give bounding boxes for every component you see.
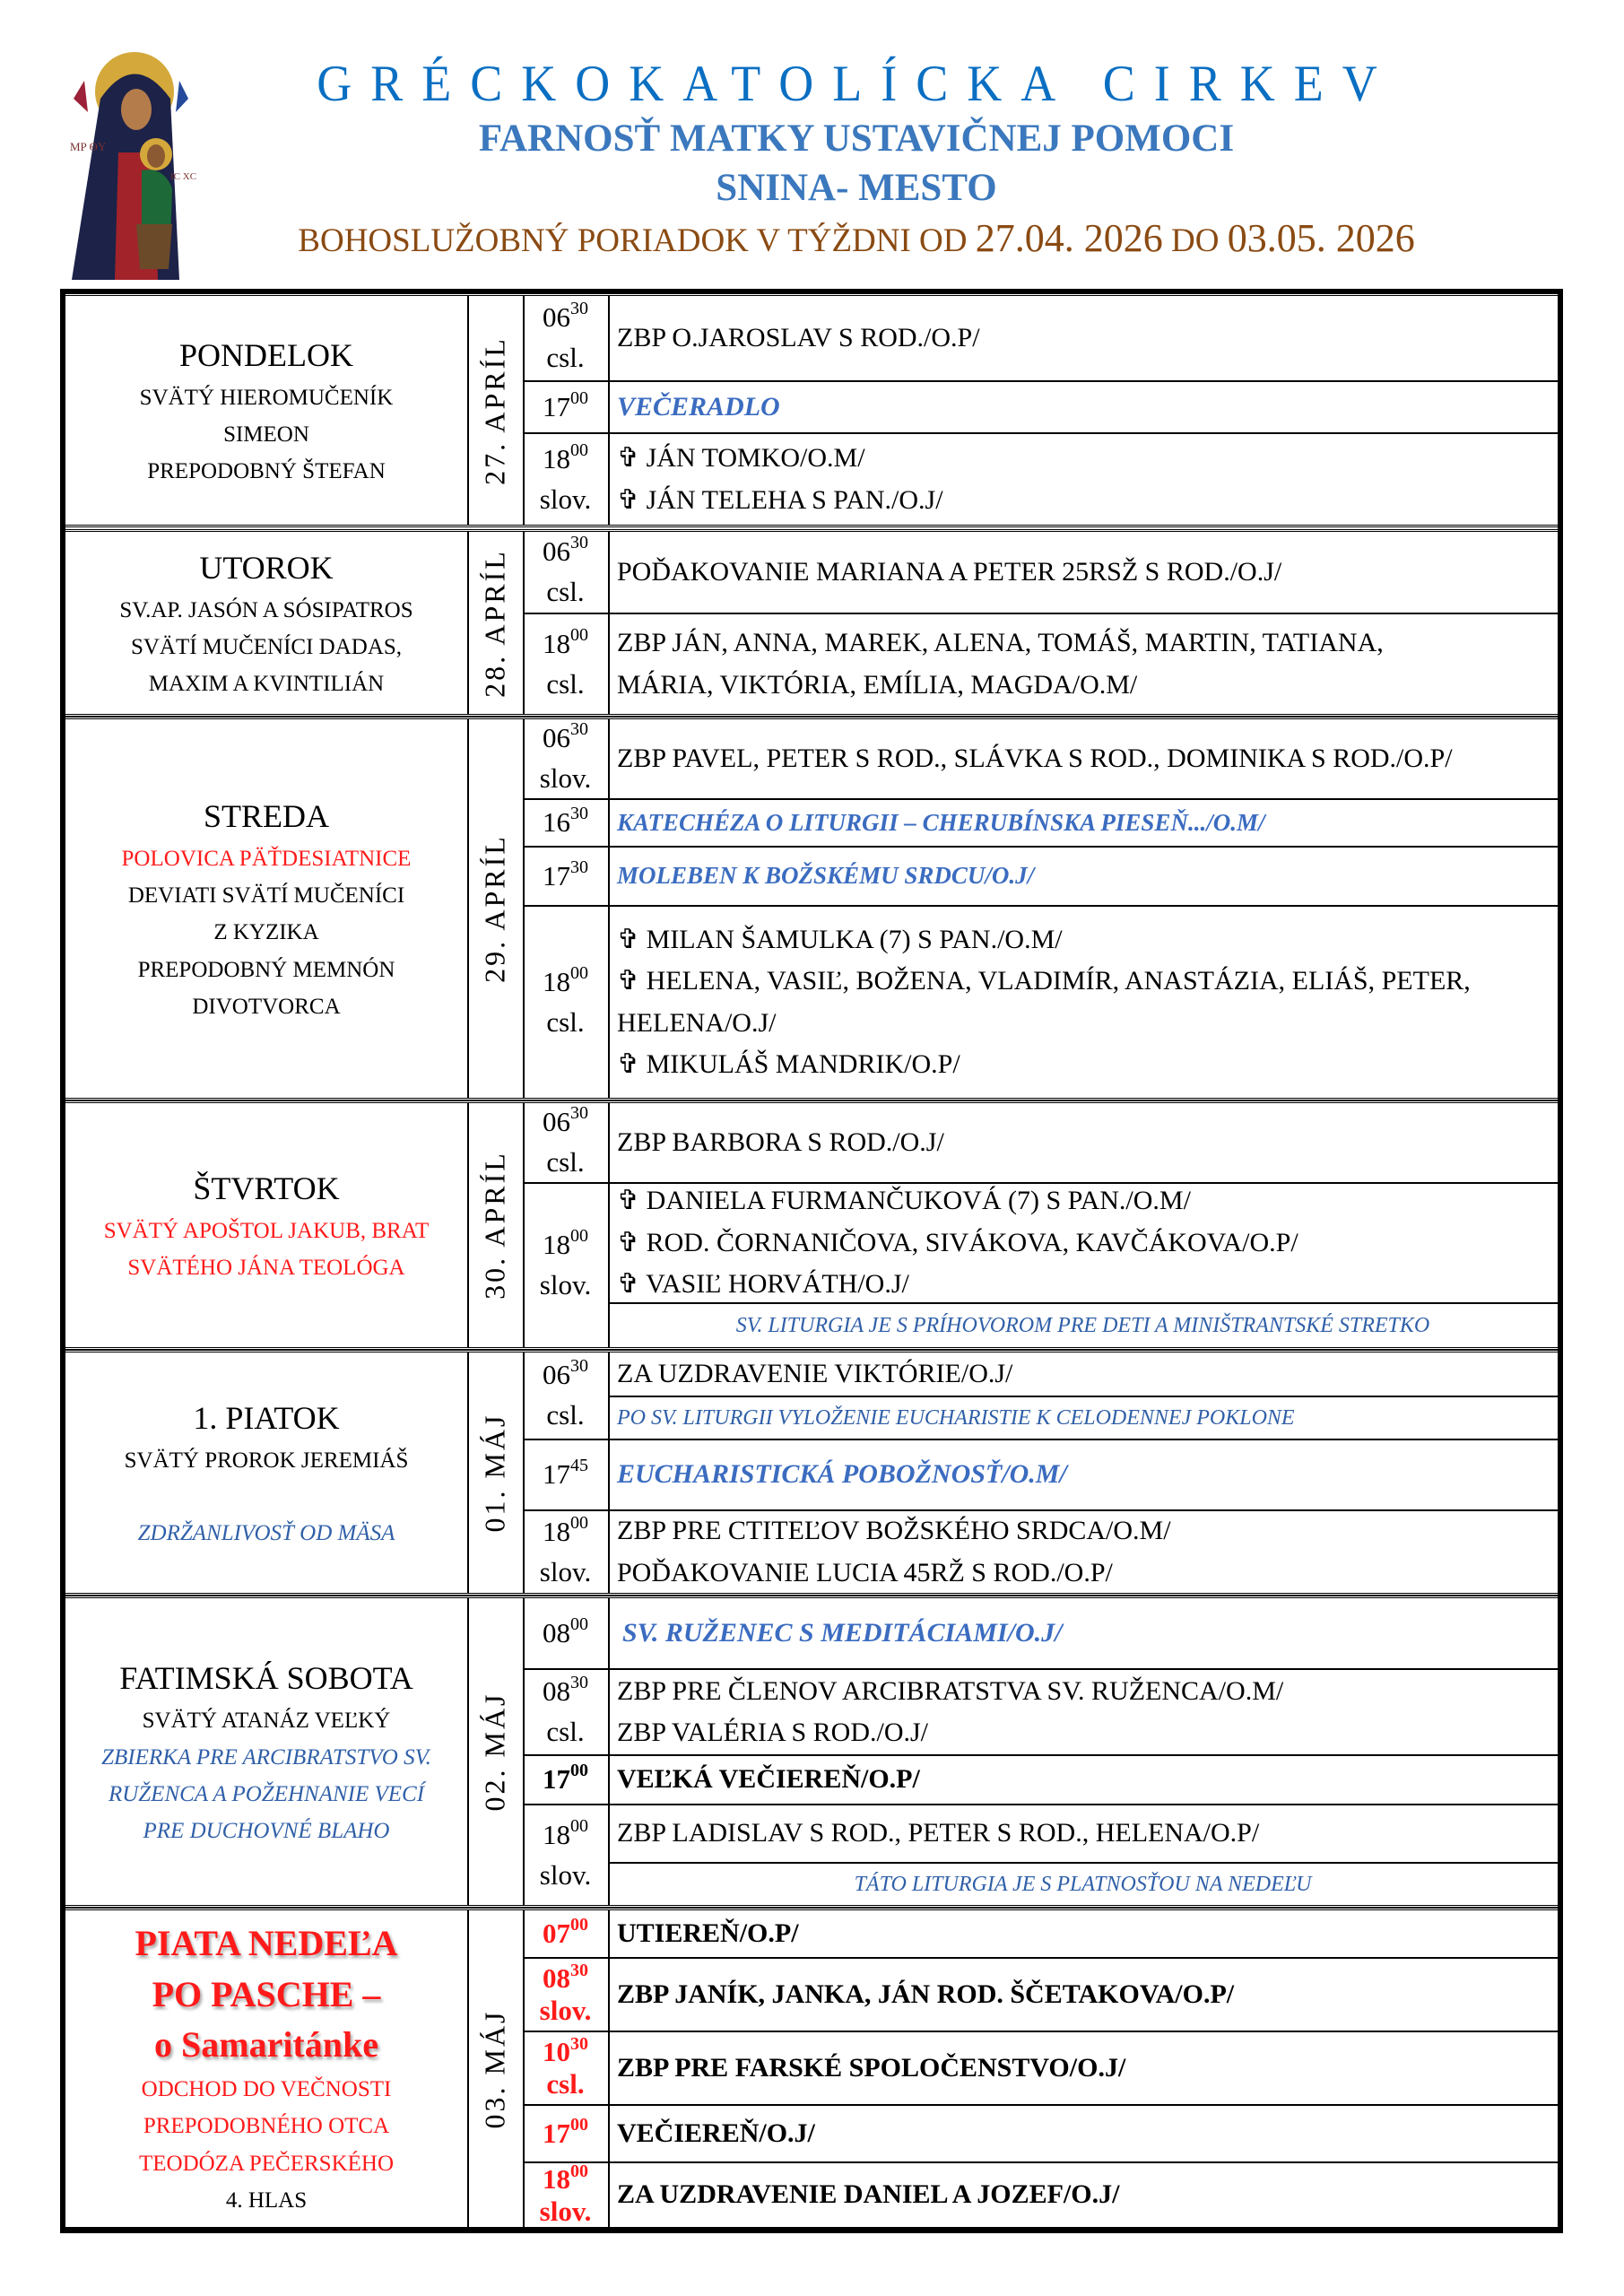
feast-line: SIMEON [223, 422, 309, 447]
date-label: 01. MÁJ [478, 1413, 511, 1533]
time-hour: 06 [543, 535, 570, 568]
time-minutes: 30 [570, 1356, 588, 1377]
service-lang: csl. [546, 1716, 585, 1747]
service-time [523, 296, 610, 380]
service-lang: slov. [539, 483, 592, 515]
time-minutes: 00 [570, 624, 588, 645]
feast-line: SVÄTÝ HIEROMUČENÍK [139, 385, 394, 410]
time-hour: 18 [543, 442, 570, 474]
day-block-thursday [65, 1100, 1558, 1350]
day-cell [65, 719, 469, 1098]
intention-line: ZBP PRE CTITEĽOV BOŽSKÉHO SRDCA/O.M/ [617, 1516, 1171, 1545]
service-intention [608, 1670, 1558, 1754]
service-row [523, 296, 1558, 382]
day-cell [65, 532, 469, 714]
time-minutes: 30 [570, 804, 588, 824]
date-label: 29. APRÍL [478, 834, 511, 983]
time-hour: 18 [543, 1229, 570, 1261]
time-minutes: 00 [570, 1914, 588, 1935]
time-hour: 16 [543, 806, 570, 839]
icon-image [65, 45, 199, 280]
service-row [523, 2106, 1558, 2163]
feast-line: SVÄTÍ MUČENÍCI DADAS, [130, 634, 403, 659]
service-row [523, 800, 1558, 848]
date-cell [467, 1910, 525, 2227]
sunday-title: PO PASCHE – [152, 1973, 381, 2014]
time-minutes: 30 [570, 2034, 588, 2055]
date-from: 27.04. 2026 [975, 216, 1163, 260]
intention-line: MÁRIA, VIKTÓRIA, EMÍLIA, MAGDA/O.M/ [617, 669, 1138, 700]
service-time [523, 614, 610, 714]
service-lang: slov. [539, 1858, 592, 1891]
date-cell [467, 719, 525, 1098]
time-minutes: 00 [570, 1512, 588, 1533]
service-intention [608, 2106, 1558, 2161]
service-time [523, 719, 610, 798]
church-title: GRÉCKOKATOLÍCKA CIRKEV [317, 55, 1396, 112]
intention-line: ZBP PRE FARSKÉ SPOLOČENSTVO/O.J/ [617, 2052, 1126, 2083]
service-note: TÁTO LITURGIA JE S PLATNOSŤOU NA NEDEĽU [608, 1862, 1558, 1905]
time-hour: 18 [543, 1818, 570, 1850]
service-row [523, 1805, 1558, 1905]
service-time [523, 800, 610, 846]
tone-label: 4. HLAS [225, 2187, 308, 2213]
feast-highlight: SVÄTÉHO JÁNA TEOLÓGA [127, 1256, 405, 1280]
day-cell [65, 1352, 469, 1593]
service-intention [608, 2032, 1558, 2104]
day-block-sunday [65, 1908, 1558, 2230]
time-minutes: 00 [570, 2114, 588, 2135]
day-name: STREDA [203, 797, 329, 834]
service-time [523, 434, 610, 525]
service-intention [608, 614, 1558, 714]
service-intention [608, 434, 1558, 525]
service-intention [608, 1910, 1558, 1957]
time-hour: 17 [543, 2117, 570, 2149]
time-hour: 17 [543, 390, 570, 422]
service-intention [608, 382, 1558, 432]
feast-note: RUŽENCA A POŽEHNANIE VECÍ [108, 1782, 425, 1806]
service-lang: csl. [546, 576, 585, 607]
day-name: 1. PIATOK [193, 1399, 340, 1436]
intention-line: VEČERADLO [617, 391, 780, 422]
feast-note: ZDRŽANLIVOSŤ OD MÄSA [137, 1521, 395, 1545]
sunday-title: o Samaritánke [154, 2024, 378, 2066]
date-label: 27. APRÍL [478, 335, 511, 485]
service-time [523, 1440, 610, 1509]
service-row [523, 2032, 1558, 2106]
service-lang: slov. [539, 1995, 592, 2026]
feast-highlight: TEODÓZA PEČERSKÉHO [138, 2151, 395, 2176]
service-intention [608, 296, 1558, 380]
time-minutes: 30 [570, 857, 588, 877]
sunday-title: PIATA NEDEĽA [135, 1922, 398, 1963]
time-minutes: 00 [570, 1761, 588, 1781]
service-intention [608, 719, 1558, 798]
service-time [523, 1959, 610, 2031]
service-row [523, 1103, 1558, 1184]
intention-line: ZBP PAVEL, PETER S ROD., SLÁVKA S ROD., DOMINIKA S ROD./O.P/ [617, 743, 1453, 773]
service-intention [608, 1184, 1558, 1302]
service-intention [608, 1756, 1558, 1804]
day-block-saturday [65, 1596, 1558, 1908]
feast-highlight: PREPODOBNÉHO OTCA [143, 2114, 390, 2139]
feast-line: DEVIATI SVÄTÍ MUČENÍCI [127, 883, 405, 909]
time-minutes: 00 [570, 2161, 588, 2181]
service-row [523, 434, 1558, 525]
service-time [523, 1756, 610, 1804]
feast-line: DIVOTVORCA [192, 994, 341, 1019]
intention-line: VEĽKÁ VEČIEREŇ/O.P/ [617, 1764, 920, 1795]
day-block-friday [65, 1350, 1558, 1596]
service-intention [608, 800, 1558, 846]
intention-line: ✞ MILAN ŠAMULKA (7) S PAN./O.M/ [617, 924, 1063, 954]
intention-line: ✞ VASIĽ HORVÁTH/O.J/ [617, 1269, 909, 1300]
intention-line: ZBP JANÍK, JANKA, JÁN ROD. ŠČETAKOVA/O.P/ [617, 1979, 1235, 2009]
intention-line: ✞ ROD. ČORNANIČOVA, SIVÁKOVA, KAVČÁKOVA/O.P/ [617, 1227, 1298, 1257]
intention-line: ZBP PRE ČLENOV ARCIBRATSTVA SV. RUŽENCA/O.M/ [617, 1675, 1284, 1706]
schedule-title [224, 215, 1489, 261]
date-to: 03.05. 2026 [1227, 216, 1415, 260]
town-title: SNINA- MESTO [716, 167, 997, 209]
time-minutes: 30 [570, 299, 588, 319]
service-row [523, 2163, 1558, 2227]
time-minutes: 30 [570, 719, 588, 740]
intention-line: MOLEBEN K BOŽSKÉMU SRDCU/O.J/ [617, 862, 1035, 890]
intention-line: VEČIEREŇ/O.J/ [617, 2118, 815, 2148]
service-note: PO SV. LITURGII VYLOŽENIE EUCHARISTIE K CELODENNEJ POKLONE [608, 1396, 1558, 1439]
day-name: FATIMSKÁ SOBOTA [119, 1659, 413, 1696]
service-row [523, 532, 1558, 614]
time-minutes: 00 [570, 387, 588, 408]
service-row [523, 1959, 1558, 2032]
service-time [523, 1910, 610, 1957]
intention-line: ZBP O.JAROSLAV S ROD./O.P/ [617, 322, 980, 352]
service-time [523, 532, 610, 613]
time-minutes: 00 [570, 1226, 588, 1247]
date-label: 03. MÁJ [478, 2008, 511, 2129]
date-cell [467, 1352, 525, 1593]
time-minutes: 30 [570, 1961, 588, 1981]
service-time [523, 1511, 610, 1593]
service-row [523, 1670, 1558, 1756]
day-cell [65, 1910, 469, 2227]
service-row [523, 1511, 1558, 1593]
day-name: UTOROK [199, 549, 334, 586]
service-row [523, 1184, 1558, 1347]
intention-line: ✞ MIKULÁŠ MANDRIK/O.P/ [617, 1049, 960, 1079]
time-hour: 18 [543, 2162, 570, 2195]
service-row [523, 907, 1558, 1098]
service-intention [608, 1440, 1558, 1509]
time-minutes: 00 [570, 1815, 588, 1836]
feast-line: SVÄTÝ ATANÁZ VEĽKÝ [142, 1708, 391, 1733]
time-minutes: 00 [570, 1613, 588, 1634]
day-cell [65, 296, 469, 525]
intention-line: EUCHARISTICKÁ POBOŽNOSŤ/O.M/ [617, 1459, 1067, 1490]
intention-line: ZBP VALÉRIA S ROD./O.J/ [617, 1718, 929, 1747]
service-intention [608, 532, 1558, 613]
service-intention [608, 848, 1558, 905]
date-label: 02. MÁJ [478, 1692, 511, 1812]
service-intention [608, 1959, 1558, 2031]
time-hour: 07 [543, 1917, 570, 1949]
time-hour: 08 [543, 1616, 570, 1648]
service-time [523, 1670, 610, 1754]
intention-line: ZBP LADISLAV S ROD., PETER S ROD., HELENA/O.P/ [617, 1818, 1260, 1848]
day-block-tuesday [65, 529, 1558, 717]
time-hour: 06 [543, 1106, 570, 1138]
service-lang: slov. [539, 1555, 592, 1587]
feast-line: Z KYZIKA [213, 920, 319, 945]
day-name: ŠTVRTOK [193, 1170, 340, 1206]
intention-line: ZA UZDRAVENIE DANIEL A JOZEF/O.J/ [617, 2179, 1120, 2210]
service-row [523, 614, 1558, 714]
time-minutes: 45 [570, 1456, 588, 1476]
service-time [523, 848, 610, 905]
time-minutes: 00 [570, 962, 588, 983]
feast-line: MAXIM A KVINTILIÁN [148, 672, 385, 697]
feast-line: PREPODOBNÝ ŠTEFAN [147, 459, 386, 484]
parish-title: FARNOSŤ MATKY USTAVIČNEJ POMOCI [478, 117, 1235, 160]
service-row [523, 848, 1558, 907]
time-hour: 08 [543, 1675, 570, 1708]
feast-line: SV.AP. JASÓN A SÓSIPATROS [119, 597, 413, 622]
day-cell [65, 1598, 469, 1905]
time-hour: 17 [543, 1763, 570, 1796]
service-lang: csl. [546, 2068, 585, 2100]
time-hour: 18 [543, 1515, 570, 1547]
intention-line: KATECHÉZA O LITURGII – CHERUBÍNSKA PIESEŇ.../O.M/ [617, 808, 1265, 836]
feast-line: SVÄTÝ PROROK JEREMIÁŠ [124, 1448, 409, 1473]
intention-line: ZA UZDRAVENIE VIKTÓRIE/O.J/ [617, 1358, 1013, 1388]
service-lang: csl. [546, 667, 585, 700]
feast-note: PRE DUCHOVNÉ BLAHO [143, 1819, 390, 1844]
date-label: 28. APRÍL [478, 548, 511, 698]
time-minutes: 00 [570, 439, 588, 460]
service-lang: csl. [546, 342, 585, 373]
service-time [523, 2163, 610, 2227]
date-label: 30. APRÍL [478, 1151, 511, 1300]
service-intention [608, 1103, 1558, 1182]
service-time [523, 1184, 610, 1347]
service-time [523, 907, 610, 1098]
day-block-wednesday [65, 717, 1558, 1100]
day-cell [65, 1103, 469, 1347]
service-note: SV. LITURGIA JE S PRÍHOVOROM PRE DETI A MINIŠTRANTSKÉ STRETKO [608, 1302, 1558, 1347]
intention-line: POĎAKOVANIE LUCIA 45RŽ S ROD./O.P/ [617, 1557, 1113, 1587]
svg-text:IC XC: IC XC [170, 171, 197, 182]
intention-line: SV. RUŽENEC S MEDITÁCIAMI/O.J/ [622, 1617, 1063, 1648]
time-hour: 10 [543, 2036, 570, 2068]
service-time [523, 382, 610, 432]
svg-text:MP ΘY: MP ΘY [70, 140, 107, 153]
intention-line: ✞ JÁN TELEHA S PAN./O.J/ [617, 484, 943, 515]
service-row [523, 1352, 1558, 1440]
date-cell [467, 296, 525, 525]
time-hour: 06 [543, 301, 570, 334]
feast-highlight: ODCHOD DO VEČNOSTI [141, 2077, 392, 2102]
time-hour: 18 [543, 627, 570, 659]
date-cell [467, 1103, 525, 1347]
feast-note: ZBIERKA PRE ARCIBRATSTVO SV. [101, 1744, 431, 1770]
service-intention [608, 1598, 1558, 1668]
service-row [523, 1440, 1558, 1511]
service-row [523, 719, 1558, 800]
service-row [523, 1598, 1558, 1670]
service-time [523, 2032, 610, 2104]
date-cell [467, 532, 525, 714]
service-time [523, 1103, 610, 1182]
feast-highlight: SVÄTÝ APOŠTOL JAKUB, BRAT [103, 1218, 430, 1243]
time-minutes: 30 [570, 1673, 588, 1693]
intention-line: ✞ DANIELA FURMANČUKOVÁ (7) S PAN./O.M/ [617, 1186, 1191, 1216]
service-intention [608, 1352, 1558, 1396]
day-block-monday [65, 293, 1558, 527]
intention-line: ✞ HELENA, VASIĽ, BOŽENA, VLADIMÍR, ANASTÁZIA, ELIÁŠ, PETER, [617, 966, 1471, 996]
service-lang: slov. [539, 762, 592, 794]
time-hour: 17 [543, 859, 570, 891]
service-time [523, 1598, 610, 1668]
service-intention [608, 1805, 1558, 1862]
service-lang: csl. [546, 1005, 585, 1038]
intention-line: ZBP JÁN, ANNA, MAREK, ALENA, TOMÁŠ, MARTIN, TATIANA, [617, 628, 1384, 657]
service-intention [608, 907, 1558, 1098]
time-hour: 18 [543, 965, 570, 997]
service-time [523, 1805, 610, 1905]
day-name: PONDELOK [179, 336, 353, 373]
service-lang: csl. [546, 1146, 585, 1178]
time-hour: 06 [543, 722, 570, 754]
service-intention [608, 1511, 1558, 1593]
intention-line: ✞ JÁN TOMKO/O.M/ [617, 443, 865, 473]
service-lang: slov. [539, 2195, 592, 2227]
time-minutes: 30 [570, 1103, 588, 1124]
feast-highlight: POLOVICA PÄŤDESIATNICE [121, 846, 412, 871]
service-intention [608, 2163, 1558, 2227]
intention-line: UTIEREŇ/O.P/ [617, 1918, 799, 1948]
service-time [523, 2106, 610, 2161]
service-row [523, 1910, 1558, 1959]
feast-line: PREPODOBNÝ MEMNÓN [137, 957, 395, 982]
service-time [523, 1352, 610, 1439]
service-lang: csl. [546, 1399, 585, 1431]
service-lang: slov. [539, 1269, 592, 1300]
date-sep: DO [1171, 222, 1220, 259]
service-row [523, 382, 1558, 434]
intention-line: HELENA/O.J/ [617, 1007, 777, 1038]
service-row [523, 1756, 1558, 1805]
intention-line: ZBP BARBORA S ROD./O.J/ [617, 1126, 944, 1157]
intention-line: POĎAKOVANIE MARIANA A PETER 25RSŽ S ROD./O.J/ [617, 556, 1282, 587]
time-hour: 17 [543, 1458, 570, 1491]
schedule-prefix: BOHOSLUŽOBNÝ PORIADOK V TÝŽDNI OD [298, 222, 968, 259]
date-cell [467, 1598, 525, 1905]
time-hour: 08 [543, 1962, 570, 1995]
time-minutes: 30 [570, 533, 588, 553]
time-hour: 06 [543, 1359, 570, 1391]
